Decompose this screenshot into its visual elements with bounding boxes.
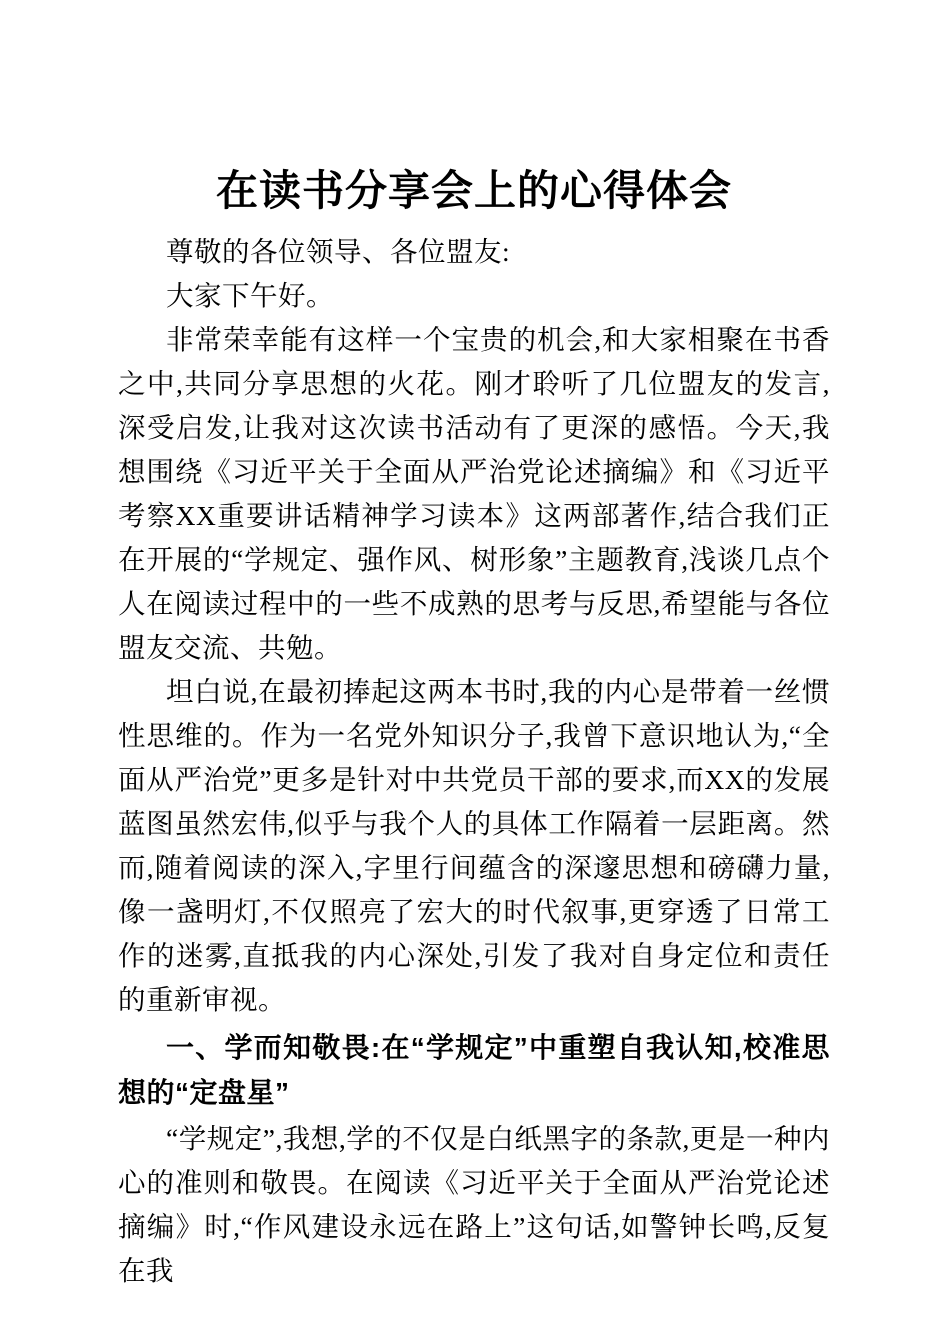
document-title: 在读书分享会上的心得体会 [215,169,732,215]
paragraph-section1-body: “学规定”,我想,学的不仅是白纸黑字的条款,更是一种内心的准则和敬畏。在阅读《习近平关于全面从严治党论述摘编》时,“作风建设永远在路上”这句话,如警钟长鸣,反复在我 [118,1123,830,1287]
greeting-line: 大家下午好。 [166,280,334,312]
salutation-line: 尊敬的各位领导、各位盟友: [166,236,511,268]
paragraph-intro: 非常荣幸能有这样一个宝贵的机会,和大家相聚在书香之中,共同分享思想的火花。刚才聆听了几位盟友的发言,深受启发,让我对这次读书活动有了更深的感悟。今天,我想围绕《习近平关于全面从严治党论述摘编》和《习近平考察XX重要讲话精神学习读本》这两部著作,结合我们正在开展的“学规定、强作风、树形象”主题教育,浅谈几点个人在阅读过程中的一些不成熟的思考与反思,希望能与各位盟友交流、共勉。 [118,324,830,664]
section-heading-1: 一、学而知敬畏:在“学规定”中重塑自我认知,校准思想的“定盘星” [118,1032,830,1109]
paragraph-reflection: 坦白说,在最初捧起这两本书时,我的内心是带着一丝惯性思维的。作为一名党外知识分子,我曾下意识地认为,“全面从严治党”更多是针对中共党员干部的要求,而XX的发展蓝图虽然宏伟,似乎与我个人的具体工作隔着一层距离。然而,随着阅读的深入,字里行间蕴含的深邃思想和磅礴力量,像一盏明灯,不仅照亮了宏大的时代叙事,更穿透了日常工作的迷雾,直抵我的内心深处,引发了我对自身定位和责任的重新审视。 [118,676,830,1016]
